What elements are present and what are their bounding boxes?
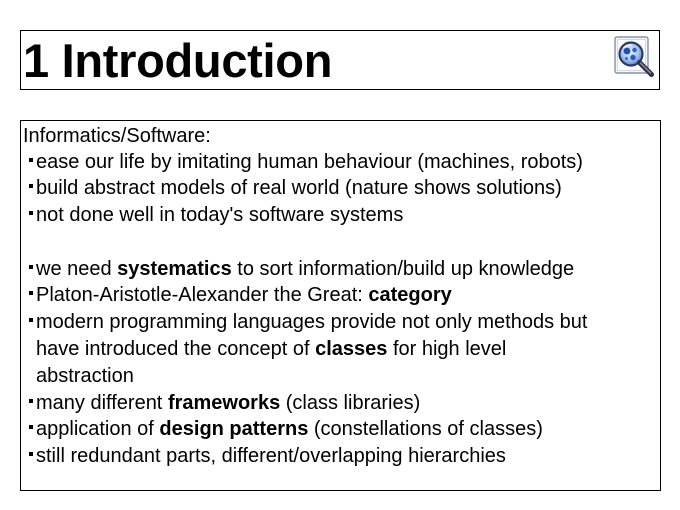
bullet-item — [21, 202, 660, 229]
bullet-square-icon — [29, 452, 33, 456]
bullet-text-after: (constellations of classes) — [308, 418, 543, 441]
title-box — [20, 30, 660, 90]
bullet-square-icon — [29, 425, 33, 429]
bullet-item — [21, 416, 660, 443]
bullet-square-icon — [29, 399, 33, 403]
bullet-text-line3: abstraction — [36, 364, 134, 387]
bullet-text-before: many different — [36, 391, 168, 414]
bullet-item — [21, 390, 660, 417]
intro-heading: Informatics/Software: — [23, 125, 211, 147]
bullet-text-line2-after: for high level — [387, 338, 507, 361]
bullet-item — [21, 309, 660, 389]
bullet-text: not done well in today's software systems — [36, 204, 404, 227]
bullet-item — [21, 175, 660, 202]
bullet-text-line1: modern programming languages provide not only methods but — [36, 311, 588, 334]
bullet-text-before: we need — [36, 257, 118, 280]
bullet-item — [21, 443, 660, 470]
bullet-text: ease our life by imitating human behaviour (machines, robots) — [36, 150, 583, 173]
content-box — [20, 120, 661, 491]
bullet-text-bold: design patterns — [159, 418, 309, 441]
bullet-text-line2-bold: classes — [315, 338, 388, 361]
zoom-magnifier-icon[interactable] — [612, 35, 656, 79]
bullet-text-after: to sort information/build up knowledge — [231, 257, 575, 280]
bullet-text-bold: frameworks — [167, 391, 281, 414]
bullet-text-bold: category — [368, 284, 452, 307]
slide-title: 1 Introduction — [23, 34, 333, 87]
bullet-item — [21, 149, 660, 176]
bullet-text: build abstract models of real world (nature shows solutions) — [36, 177, 562, 200]
bullet-text-before: Platon-Aristotle-Alexander the Great: — [36, 284, 369, 307]
bullet-square-icon — [29, 265, 33, 269]
bullet-text-bold: systematics — [117, 257, 232, 280]
bullet-text: still redundant parts, different/overlapping hierarchies — [36, 445, 506, 468]
bullet-square-icon — [29, 318, 33, 322]
bullet-text-before: application of — [36, 418, 160, 441]
bullet-square-icon — [29, 184, 33, 188]
bullet-list — [21, 149, 660, 471]
bullet-square-icon — [29, 158, 33, 162]
bullet-item — [21, 256, 660, 283]
bullet-text-after: (class libraries) — [280, 391, 421, 414]
bullet-text-line2-before: have introduced the concept of — [36, 338, 316, 361]
bullet-square-icon — [29, 291, 33, 295]
bullet-item — [21, 282, 660, 309]
bullet-square-icon — [29, 211, 33, 215]
